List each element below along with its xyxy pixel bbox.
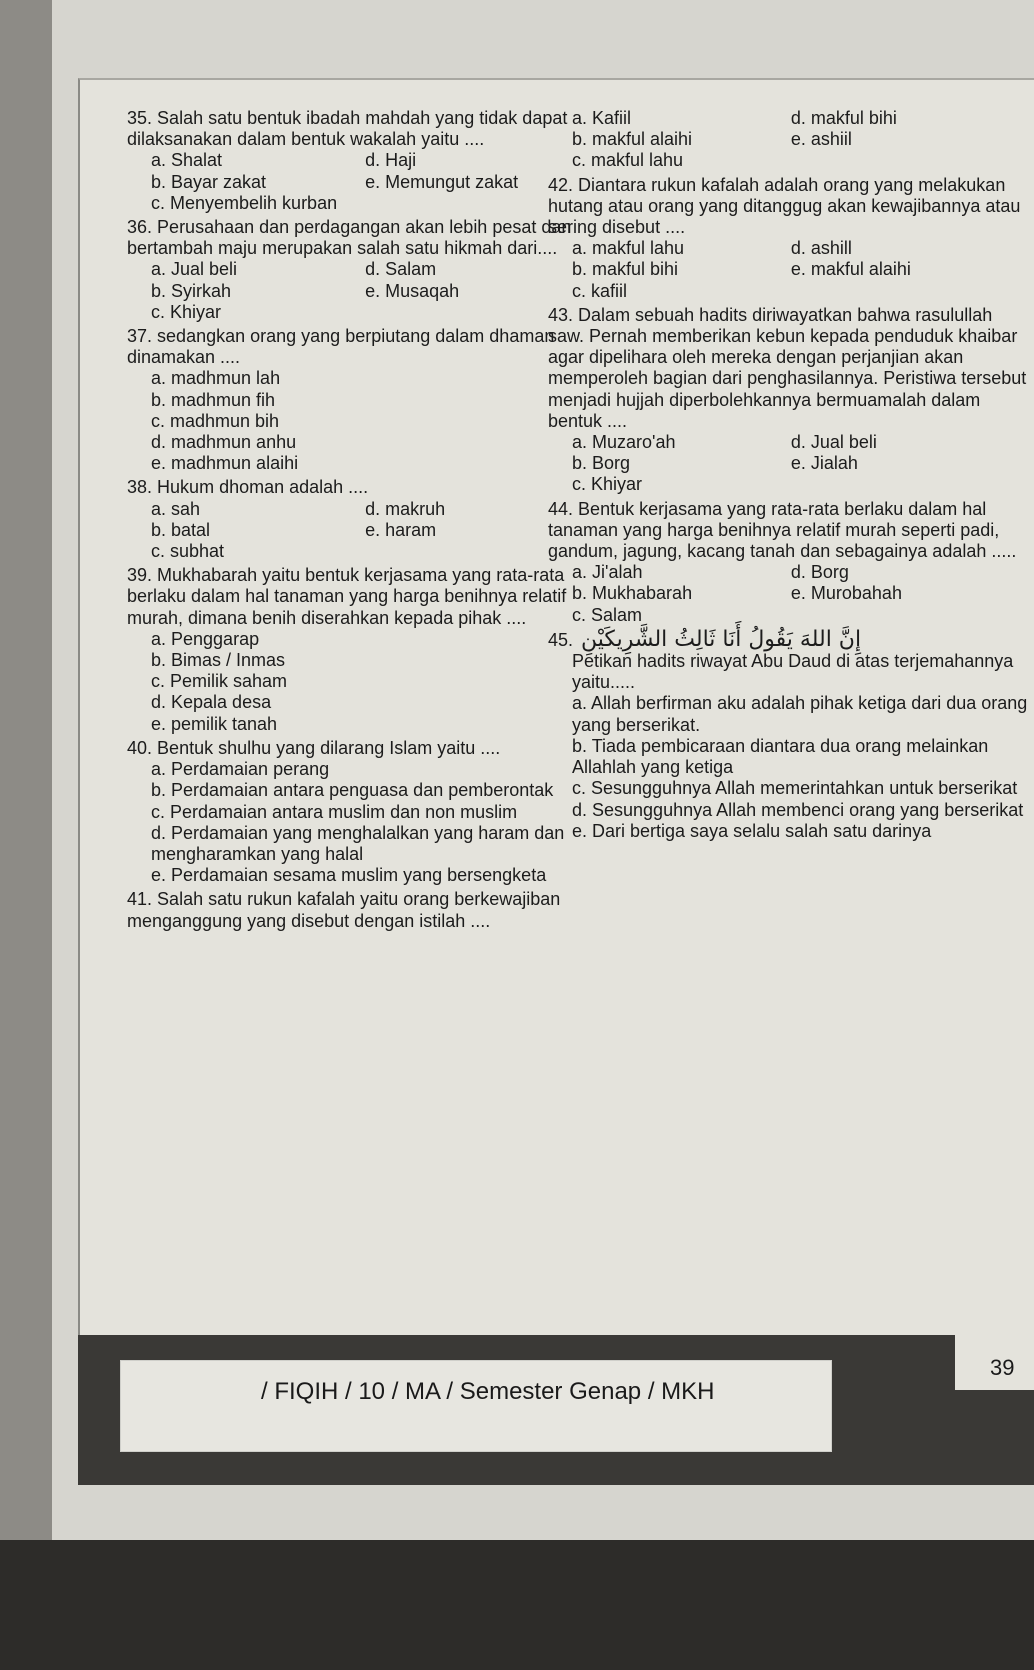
- answer-option[interactable]: b. Borg: [572, 453, 631, 474]
- answer-option[interactable]: b. Tiada pembicaraan diantara dua orang melainkan Allahlah yang ketiga: [572, 735, 989, 778]
- options: [127, 759, 597, 886]
- answer-option[interactable]: e. Jialah: [790, 453, 858, 474]
- footer-box: [120, 1360, 832, 1452]
- options: [127, 499, 597, 563]
- answer-option[interactable]: d. Salam: [365, 259, 437, 280]
- page-number: 39: [990, 1355, 1015, 1380]
- answer-option[interactable]: a. makful lahu: [572, 238, 685, 259]
- answer-option[interactable]: b. Perdamaian antara penguasa dan pemberontak: [151, 780, 554, 801]
- question-text: [548, 499, 1028, 563]
- question-number: 44.: [548, 498, 574, 519]
- answer-option[interactable]: e. Murobahah: [790, 583, 902, 604]
- question-number: 38.: [127, 477, 153, 498]
- background-left: [0, 0, 60, 1560]
- question-body: Mukhabarah yaitu bentuk kerjasama yang rata-rata berlaku dalam hal tanaman yang harga benihnya relatif murah, dimana benih diserahkan kepada pihak ....: [127, 565, 567, 628]
- question-block: [548, 305, 1028, 496]
- answer-option[interactable]: a. Ji'alah: [572, 562, 643, 583]
- answer-option[interactable]: c. Pemilik saham: [151, 671, 288, 692]
- answer-option[interactable]: d. makful bihi: [790, 108, 897, 128]
- answer-option[interactable]: e. Perdamaian sesama muslim yang bersengketa: [151, 865, 547, 886]
- question-text: Petikan hadits riwayat Abu Daud di atas terjemahannya yaitu.....: [572, 651, 1014, 693]
- answer-option[interactable]: a. Allah berfirman aku adalah pihak ketiga dari dua orang yang berserikat.: [572, 693, 1028, 735]
- answer-option[interactable]: c. Sesungguhnya Allah memerintahkan untuk berserikat: [572, 778, 1018, 799]
- question-block: [127, 477, 597, 562]
- answer-option[interactable]: c. makful lahu: [572, 150, 684, 171]
- question-body: Perusahaan dan perdagangan akan lebih pesat dan bertambah maju merupakan salah satu hikmah dari....: [127, 217, 572, 259]
- arabic-hadith: إِنَّ اللهَ يَقُولُ أَنَا ثَالِثُ الشَّرِيكَيْنِ: [581, 626, 862, 652]
- answer-option[interactable]: b. Bayar zakat: [151, 171, 267, 192]
- answer-option[interactable]: d. Sesungguhnya Allah membenci orang yang berserikat: [572, 799, 1024, 820]
- options: [548, 693, 1028, 841]
- question-number: 39.: [127, 565, 153, 586]
- options: [548, 562, 1028, 626]
- answer-option[interactable]: b. batal: [151, 519, 211, 540]
- question-text: [127, 326, 597, 368]
- question-body: Diantara rukun kafalah adalah orang yang melakukan hutang atau orang yang ditanggug akan kewajibannya atau sering disebut ....: [548, 174, 1021, 238]
- question-block: [127, 738, 597, 886]
- question-body: Salah satu rukun kafalah yaitu orang berkewajiban menganggung yang disebut dengan istilah ....: [127, 889, 561, 931]
- answer-option[interactable]: b. madhmun fih: [151, 389, 276, 410]
- answer-option[interactable]: c. Khiyar: [572, 474, 643, 495]
- options: [548, 432, 1028, 496]
- question-body: Bentuk kerjasama yang rata-rata berlaku dalam hal tanaman yang harga benihnya relatif murah seperti padi, gandum, jagung, kacang tanah dan sebagainya adalah .....: [548, 498, 1017, 562]
- answer-option[interactable]: c. kafiil: [572, 280, 628, 301]
- options: [548, 108, 1028, 172]
- question-block: [548, 175, 1028, 302]
- answer-option[interactable]: e. pemilik tanah: [151, 713, 278, 734]
- question-block: [548, 626, 1028, 842]
- answer-option[interactable]: b. makful alaihi: [572, 129, 693, 150]
- exam-page: [78, 78, 1034, 1480]
- options: [127, 629, 597, 735]
- right-column: [548, 108, 1028, 845]
- options: [127, 150, 597, 214]
- question-block: [127, 217, 597, 323]
- answer-option[interactable]: a. madhmun lah: [151, 368, 281, 389]
- answer-option[interactable]: d. madhmun anhu: [151, 432, 297, 453]
- question-body: Hukum dhoman adalah ....: [157, 477, 369, 498]
- question-number: 40.: [127, 737, 153, 758]
- answer-option[interactable]: a. Perdamaian perang: [151, 759, 330, 780]
- question-number: 37.: [127, 326, 153, 347]
- left-column: [127, 108, 597, 935]
- footer-title: / FIQIH / 10 / MA / Semester Genap / MKH: [261, 1378, 715, 1405]
- question-text: [548, 305, 1028, 432]
- options: [548, 238, 1028, 302]
- answer-option[interactable]: e. ashiil: [790, 129, 852, 150]
- question-text: [127, 738, 597, 759]
- arabic-line: [548, 626, 1028, 652]
- answer-option[interactable]: a. Penggarap: [151, 628, 260, 649]
- question-text: [127, 889, 597, 931]
- answer-option[interactable]: d. Jual beli: [790, 432, 877, 453]
- answer-option[interactable]: b. Syirkah: [151, 280, 232, 301]
- answer-option[interactable]: a. Shalat: [151, 150, 223, 171]
- answer-option[interactable]: a. Muzaro'ah: [572, 432, 676, 453]
- question-block: [127, 565, 597, 735]
- question-body: Bentuk shulhu yang dilarang Islam yaitu ....: [157, 737, 501, 758]
- answer-option[interactable]: d. Perdamaian yang menghalalkan yang haram dan mengharamkan yang halal: [151, 822, 565, 864]
- question-text: [127, 477, 597, 498]
- question-number: 35.: [127, 108, 153, 128]
- answer-option[interactable]: c. subhat: [151, 541, 225, 562]
- answer-option[interactable]: c. Menyembelih kurban: [151, 192, 338, 213]
- answer-option[interactable]: a. Jual beli: [151, 259, 238, 280]
- answer-option[interactable]: b. Mukhabarah: [572, 583, 693, 604]
- answer-option[interactable]: a. Kafiil: [572, 108, 632, 128]
- question-block: [127, 889, 597, 931]
- question-body: Salah satu bentuk ibadah mahdah yang tidak dapat dilaksanakan dalam bentuk wakalah yaitu ....: [127, 108, 568, 150]
- question-number: 36.: [127, 217, 153, 238]
- answer-option[interactable]: c. Perdamaian antara muslim dan non muslim: [151, 801, 518, 822]
- answer-option[interactable]: a. sah: [151, 498, 201, 519]
- options: [127, 259, 597, 323]
- answer-option[interactable]: e. makful alaihi: [790, 259, 911, 280]
- question-body: Dalam sebuah hadits diriwayatkan bahwa rasulullah saw. Pernah memberikan kebun kepada penduduk khaibar agar dipelihara oleh mereka dengan perjanjian akan memperoleh bagian dari penghasilannya. Peristiwa tersebut menjadi hujjah diperbolehkannya bermuamalah dalam bentuk ....: [548, 304, 1027, 431]
- question-block: [548, 108, 1028, 172]
- answer-option[interactable]: d. Haji: [365, 150, 417, 171]
- answer-option[interactable]: d. Kepala desa: [151, 692, 272, 713]
- answer-option[interactable]: d. Borg: [790, 562, 849, 583]
- options: [127, 368, 597, 474]
- answer-option[interactable]: d. ashill: [790, 238, 852, 259]
- question-number: 41.: [127, 889, 153, 910]
- question-block: [127, 108, 597, 214]
- answer-option[interactable]: e. madhmun alaihi: [151, 453, 299, 474]
- answer-option[interactable]: c. madhmun bih: [151, 410, 280, 431]
- question-text: [127, 565, 597, 629]
- question-number: 43.: [548, 304, 574, 325]
- question-block: [548, 499, 1028, 626]
- answer-option[interactable]: e. haram: [365, 519, 437, 540]
- answer-option[interactable]: e. Dari bertiga saya selalu salah satu darinya: [572, 820, 932, 841]
- answer-option[interactable]: e. Memungut zakat: [365, 171, 519, 192]
- background-bottom: [0, 1540, 1034, 1670]
- question-block: [127, 326, 597, 474]
- question-number: 42.: [548, 174, 574, 195]
- answer-option[interactable]: c. Khiyar: [151, 301, 222, 322]
- question-body: sedangkan orang yang berpiutang dalam dhaman dinamakan ....: [127, 326, 555, 368]
- question-text: [127, 217, 597, 259]
- answer-option[interactable]: b. Bimas / Inmas: [151, 650, 286, 671]
- answer-option[interactable]: d. makruh: [365, 498, 446, 519]
- question-text: [548, 175, 1028, 239]
- question-number: 45.: [548, 629, 574, 650]
- answer-option[interactable]: c. Salam: [572, 604, 643, 625]
- question-text: [127, 108, 597, 150]
- answer-option[interactable]: e. Musaqah: [365, 280, 460, 301]
- answer-option[interactable]: b. makful bihi: [572, 259, 679, 280]
